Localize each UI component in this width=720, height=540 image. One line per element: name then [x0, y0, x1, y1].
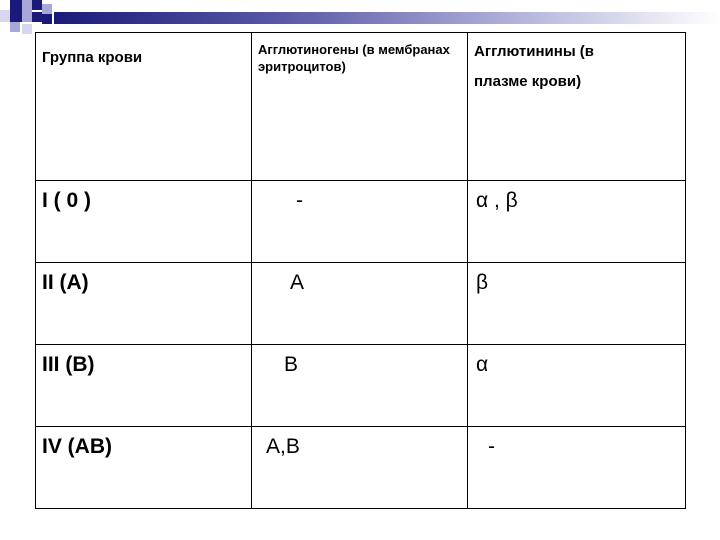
table-row [36, 345, 686, 427]
blood-group-cell: III (B) [36, 345, 252, 427]
header-agglutinins-line2: плазме крови) [474, 73, 582, 90]
table-row [36, 181, 686, 263]
decor-square [22, 10, 32, 22]
header-blood-group: Группа крови [36, 33, 252, 181]
table-row [36, 427, 686, 509]
agglutinins-cell: - [468, 427, 686, 509]
agglutinins-cell: α , β [468, 181, 686, 263]
header-agglutinogens: Агглютиногены (в мембранах эритроцитов) [252, 33, 468, 181]
agglutinins-cell: β [468, 263, 686, 345]
decor-square [0, 10, 10, 22]
decor-square [42, 14, 52, 24]
decor-square [10, 0, 22, 10]
agglutinogens-cell: A [252, 263, 468, 345]
decor-square [32, 12, 42, 22]
agglutinogens-cell: A,B [252, 427, 468, 509]
blood-group-cell: I ( 0 ) [36, 181, 252, 263]
blood-group-cell: IV (AB) [36, 427, 252, 509]
decor-square [22, 24, 32, 34]
blood-group-table [35, 32, 686, 509]
decor-square [10, 10, 22, 22]
table-row [36, 263, 686, 345]
blood-group-cell: II (A) [36, 263, 252, 345]
agglutinins-cell: α [468, 345, 686, 427]
table-header-row [36, 33, 686, 181]
decor-square [32, 0, 42, 10]
agglutinogens-cell: B [252, 345, 468, 427]
header-agglutinins-line1: Агглютинины (в [474, 43, 595, 60]
decor-square [42, 4, 52, 14]
decor-square [10, 22, 20, 32]
header-gradient-bar [54, 12, 720, 24]
agglutinogens-cell: - [252, 181, 468, 263]
header-agglutinins [468, 33, 686, 181]
decor-square [22, 0, 32, 10]
